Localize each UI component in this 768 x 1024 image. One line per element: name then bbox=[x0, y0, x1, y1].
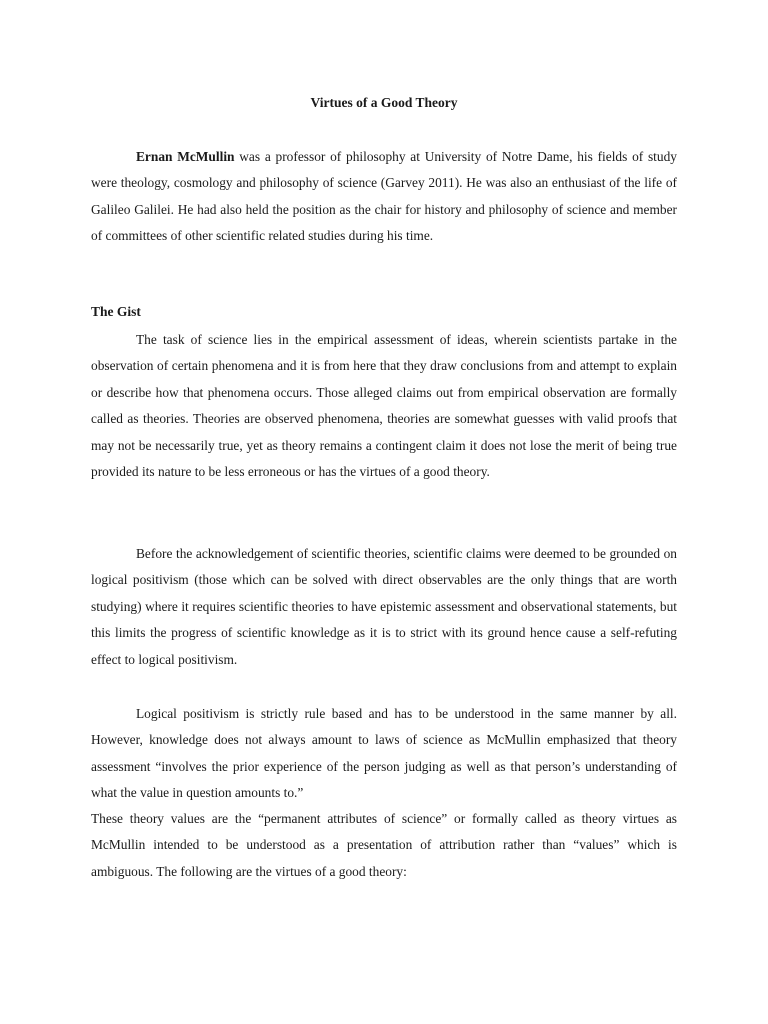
intro-text: was a professor of philosophy at University of Notre Dame, his fields of study were theology, cosmology and philosophy of science (Garvey 2011). He was also an enthusiast of the life of Galileo Galilei. He had also held the position as the chair for history and philosophy of science and member of committees of other scientific related studies during his time. bbox=[91, 149, 677, 244]
intro-paragraph bbox=[91, 144, 677, 250]
intro-name: Ernan McMullin bbox=[136, 149, 235, 164]
body-paragraph-1: The task of science lies in the empirical assessment of ideas, wherein scientists partake in the observation of certain phenomena and it is from here that they draw conclusions from and attempt to explain or describe how that phenomena occurs. Those alleged claims out from empirical observation are formally called as theories. Theories are observed phenomena, theories are somewhat guesses with valid proofs that may not be necessarily true, yet as theory remains a contingent claim it does not lose the merit of being true provided its nature to be less erroneous or has the virtues of a good theory. bbox=[91, 332, 677, 480]
body-paragraph-2: Before the acknowledgement of scientific theories, scientific claims were deemed to be grounded on logical positivism (those which can be solved with direct observables are the only things that are worth studying) where it requires scientific theories to have epistemic assessment and observational statements, but this limits the progress of scientific knowledge as it is to strict with its ground hence cause a self-refuting effect to logical positivism. bbox=[91, 546, 677, 667]
document-title: Virtues of a Good Theory bbox=[310, 95, 458, 110]
body-paragraph-4: These theory values are the “permanent attributes of science” or formally called as theory virtues as McMullin intended to be understood as a presentation of attribution rather than “values” which is ambiguous. The following are the virtues of a good theory: bbox=[91, 811, 677, 879]
body-paragraph-3: Logical positivism is strictly rule based and has to be understood in the same manner by all. However, knowledge does not always amount to laws of science as McMullin emphasized that theory assessment “involves the prior experience of the person judging as well as that person’s understanding of what the value in question amounts to.” bbox=[91, 706, 677, 801]
section-heading: The Gist bbox=[91, 304, 141, 319]
